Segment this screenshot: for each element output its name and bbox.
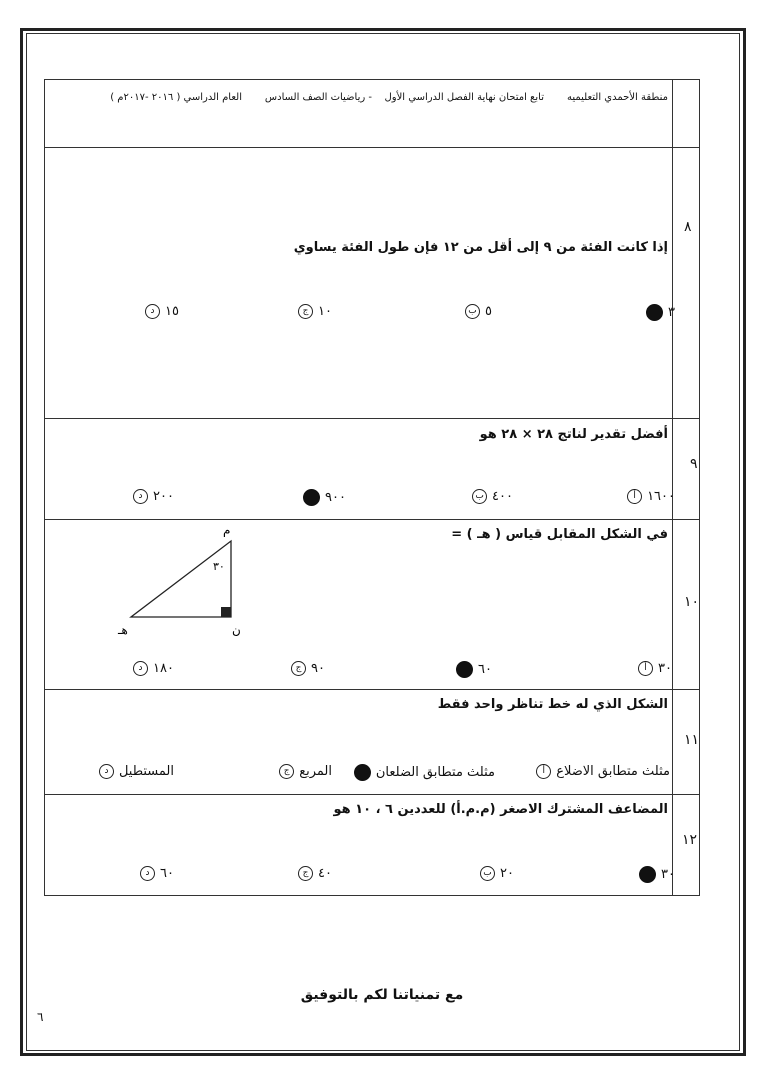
selected-answer-mark <box>456 661 473 678</box>
question-text: المضاعف المشترك الاصغر (م.م.أ) للعددين ٦ ، ١٠ هو <box>333 802 668 817</box>
option-b[interactable]: ب ٤٠٠ <box>472 489 513 504</box>
angle-label: ٣٠ <box>213 560 225 573</box>
vertex-label-top: م <box>223 523 231 537</box>
option-letter-circle: ج <box>298 866 313 881</box>
option-d[interactable]: د ٢٠٠ <box>133 489 174 504</box>
option-letter-circle: أ <box>627 489 642 504</box>
option-c[interactable]: ج ٤٠ <box>298 866 332 881</box>
vertex-label-right: ن <box>232 623 241 637</box>
option-d[interactable]: د المستطيل <box>99 764 174 779</box>
question-text: أفضل تقدير لناتج ٢٨ × ٢٨ هو <box>479 427 668 442</box>
row-divider-header <box>44 147 700 148</box>
question-number: ١٠ <box>684 594 700 610</box>
closing-wish: مع تمنياتنا لكم بالتوفيق <box>300 987 464 1003</box>
selected-answer-mark <box>354 764 371 781</box>
page-number: ٦ <box>37 1010 44 1024</box>
option-letter-circle: د <box>145 304 160 319</box>
question-text: إذا كانت الفئة من ٩ إلى أقل من ١٢ فإن طول الفئة يساوي <box>293 240 668 255</box>
header-subject: - رياضيات الصف السادس <box>264 92 372 103</box>
option-b[interactable]: ب ٥ <box>465 304 492 319</box>
question-number: ١٢ <box>682 832 698 848</box>
option-b[interactable]: ٦٠ <box>456 661 492 678</box>
header-exam-title: تابع امتحان نهاية الفصل الدراسي الأول <box>384 92 544 103</box>
number-column-divider <box>672 79 673 896</box>
option-letter-circle: د <box>99 764 114 779</box>
question-number: ١١ <box>684 732 700 748</box>
selected-answer-mark <box>639 866 656 883</box>
selected-answer-mark <box>646 304 663 321</box>
option-c[interactable]: ج ١٠ <box>298 304 332 319</box>
option-a[interactable]: أ ٣٠ <box>638 661 672 676</box>
option-c[interactable]: ج المربع <box>279 764 332 779</box>
question-number: ٩ <box>690 456 698 472</box>
option-d[interactable]: د ١٥ <box>145 304 179 319</box>
triangle-shape <box>131 541 231 617</box>
option-letter-circle: ب <box>465 304 480 319</box>
selected-answer-mark <box>303 489 320 506</box>
option-letter-circle: د <box>133 489 148 504</box>
row-divider-q10 <box>44 689 700 690</box>
right-angle-marker <box>221 607 231 617</box>
option-letter-circle: أ <box>536 764 551 779</box>
header-region: منطقة الأحمدي التعليميه <box>566 92 668 103</box>
option-a[interactable]: أ ١٦٠٠ <box>627 489 675 504</box>
vertex-label-left: هـ <box>118 623 128 637</box>
option-letter-circle: ج <box>291 661 306 676</box>
row-divider-q11 <box>44 794 700 795</box>
question-text: الشكل الذي له خط تناظر واحد فقط <box>437 697 668 712</box>
right-triangle-figure <box>110 520 260 650</box>
option-c[interactable]: ٩٠٠ <box>303 489 346 506</box>
option-d[interactable]: د ٦٠ <box>140 866 174 881</box>
option-a[interactable]: ٣ <box>646 304 675 321</box>
option-b[interactable]: مثلث متطابق الضلعان <box>354 764 495 781</box>
option-c[interactable]: ج ٩٠ <box>291 661 325 676</box>
option-d[interactable]: د ١٨٠ <box>133 661 174 676</box>
option-letter-circle: ج <box>298 304 313 319</box>
row-divider-q8 <box>44 418 700 419</box>
question-text: في الشكل المقابل قياس ( هـ ) = <box>451 527 668 542</box>
option-letter-circle: ب <box>472 489 487 504</box>
option-letter-circle: أ <box>638 661 653 676</box>
option-a[interactable]: أ مثلث متطابق الاضلاع <box>536 764 670 779</box>
question-number: ٨ <box>684 219 692 235</box>
option-letter-circle: ب <box>480 866 495 881</box>
option-a[interactable]: ٣٠ <box>639 866 675 883</box>
option-letter-circle: ج <box>279 764 294 779</box>
option-letter-circle: د <box>133 661 148 676</box>
header-year: العام الدراسي ( ٢٠١٦ -٢٠١٧م ) <box>110 92 242 103</box>
option-letter-circle: د <box>140 866 155 881</box>
option-b[interactable]: ب ٢٠ <box>480 866 514 881</box>
